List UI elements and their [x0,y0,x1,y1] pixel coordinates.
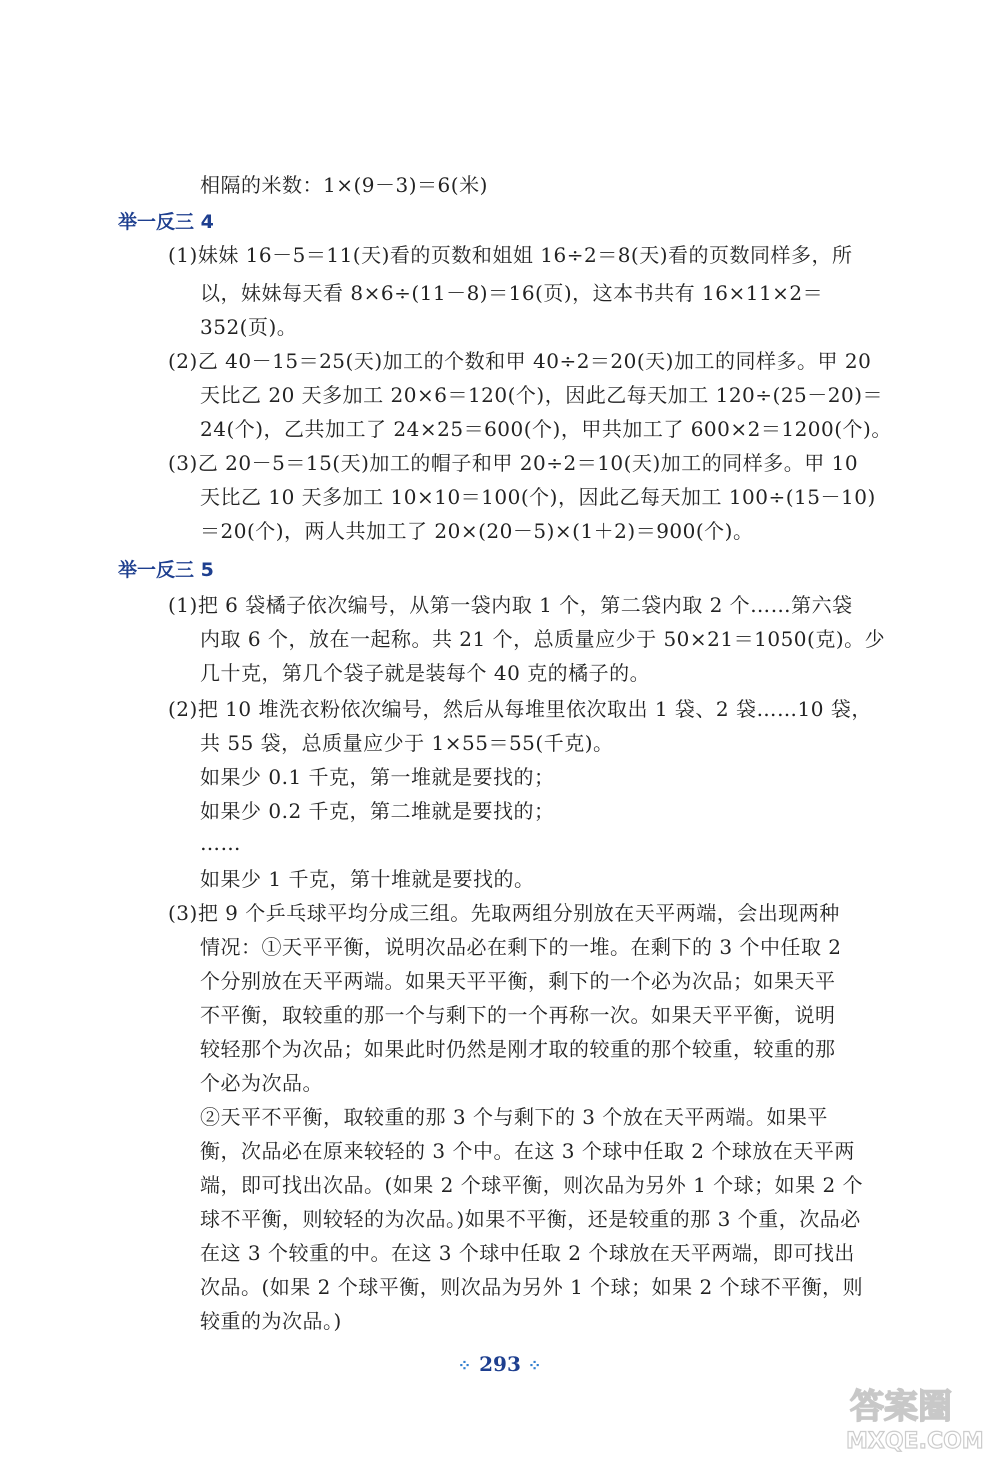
section-heading-4: 举一反三 4 [118,211,214,233]
section5-line: …… [200,831,241,855]
section5-line: 如果少 1 千克，第十堆就是要找的。 [200,867,535,891]
section5-line: 较重的为次品。) [200,1309,342,1333]
watermark-text-bottom: MXQE.COM [846,1429,984,1454]
section5-line: 衡，次品必在原来较轻的 3 个中。在这 3 个球中任取 2 个球放在天平两 [200,1139,855,1163]
watermark-text-top: 答案圈 [850,1387,952,1427]
page-number [440,1352,560,1376]
section-heading-5: 举一反三 5 [118,559,214,581]
section5-line: (1)把 6 袋橘子依次编号，从第一袋内取 1 个，第二袋内取 2 个……第六袋 [168,593,853,617]
section5-line: ②天平不平衡，取较重的那 3 个与剩下的 3 个放在天平两端。如果平 [200,1105,828,1129]
section5-line: 较轻那个为次品；如果此时仍然是刚才取的较重的那个较重，较重的那 [200,1037,836,1061]
section4-line: ＝20(个)，两人共加工了 20×(20－5)×(1＋2)＝900(个)。 [200,519,754,543]
section5-line: 不平衡，取较重的那一个与剩下的一个再称一次。如果天平平衡，说明 [200,1003,836,1027]
section5-line: 如果少 0.1 千克，第一堆就是要找的； [200,765,555,789]
section4-line: (2)乙 40－15＝25(天)加工的个数和甲 40÷2＝20(天)加工的同样多。甲 20 [168,349,872,373]
section4-line: 天比乙 10 天多加工 10×10＝100(个)，因此乙每天加工 100÷(15－10) [200,485,876,509]
section5-line: 几十克，第几个袋子就是装每个 40 克的橘子的。 [200,661,651,685]
section5-line: 共 55 袋，总质量应少于 1×55＝55(千克)。 [200,731,614,755]
intro-line: 相隔的米数：1×(9－3)＝6(米) [200,173,488,197]
watermark-logo [840,1380,990,1455]
section4-line: (1)妹妹 16－5＝11(天)看的页数和姐姐 16÷2＝8(天)看的页数同样多，所 [168,243,853,267]
page-number-text: 293 [479,1352,521,1376]
section5-line: 个分别放在天平两端。如果天平平衡，剩下的一个必为次品；如果天平 [200,969,836,993]
section5-line: (3)把 9 个乒乓球平均分成三组。先取两组分别放在天平两端，会出现两种 [168,901,840,925]
section5-line: 在这 3 个较重的中。在这 3 个球中任取 2 个球放在天平两端，即可找出 [200,1241,855,1265]
section5-line: 情况：①天平平衡，说明次品必在剩下的一堆。在剩下的 3 个中任取 2 [200,935,842,959]
section5-line: 端，即可找出次品。(如果 2 个球平衡，则次品为另外 1 个球；如果 2 个 [200,1173,864,1197]
section4-line: 天比乙 20 天多加工 20×6＝120(个)，因此乙每天加工 120÷(25－20)＝ [200,383,884,407]
section4-line: 以，妹妹每天看 8×6÷(11－8)＝16(页)，这本书共有 16×11×2＝ [200,281,824,305]
section5-line: 内取 6 个，放在一起称。共 21 个，总质量应少于 50×21＝1050(克)。少 [200,627,886,651]
section4-line: 24(个)，乙共加工了 24×25＝600(个)，甲共加工了 600×2＝1200(个)。 [200,417,892,441]
section5-line: (2)把 10 堆洗衣粉依次编号，然后从每堆里依次取出 1 袋、2 袋……10 袋， [168,697,872,721]
section5-line: 球不平衡，则较轻的为次品。)如果不平衡，还是较重的那 3 个重，次品必 [200,1207,861,1231]
section4-line: (3)乙 20－5＝15(天)加工的帽子和甲 20÷2＝10(天)加工的同样多。甲 10 [168,451,859,475]
section5-line: 个必为次品。 [200,1071,323,1095]
section5-line: 如果少 0.2 千克，第二堆就是要找的； [200,799,555,823]
section4-line: 352(页)。 [200,315,298,339]
section5-line: 次品。(如果 2 个球平衡，则次品为另外 1 个球；如果 2 个球不平衡，则 [200,1275,864,1299]
page-dots-right-icon: ⁘ [527,1356,543,1375]
page-dots-left-icon: ⁘ [457,1356,473,1375]
